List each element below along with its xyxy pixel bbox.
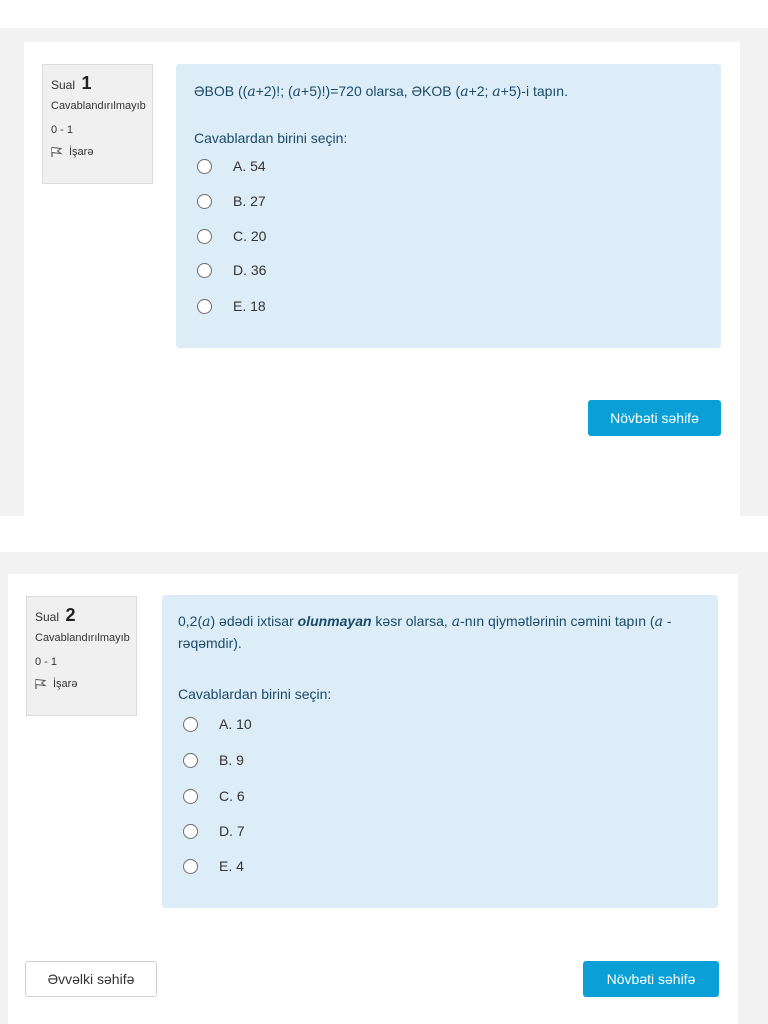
- question-info-1: [42, 64, 153, 184]
- previous-page-button[interactable]: Əvvəlki səhifə: [25, 961, 157, 997]
- question-text: 0,2(a) ədədi ixtisar olunmayan kəsr olarsa, a-nın qiymətlərinin cəmini tapın (a - rəqəmdir).: [178, 613, 672, 651]
- answer-label: B. 27: [233, 193, 266, 209]
- answer-label: E. 4: [219, 858, 244, 874]
- answer-label: A. 10: [219, 716, 252, 732]
- question-status: Cavablandırılmayıb: [35, 632, 130, 644]
- flag-label: İşarə: [69, 146, 94, 158]
- radio-button[interactable]: [183, 859, 198, 874]
- radio-button[interactable]: [183, 753, 198, 768]
- answer-option-e[interactable]: [197, 298, 266, 314]
- question-number: 2: [65, 605, 76, 625]
- question-number: 1: [81, 73, 92, 93]
- radio-button[interactable]: [183, 717, 198, 732]
- choose-answer-label: Cavablardan birini seçin:: [178, 686, 332, 702]
- next-page-button[interactable]: Növbəti səhifə: [583, 961, 719, 997]
- answer-option-d[interactable]: [197, 262, 266, 278]
- question-status: Cavablandırılmayıb: [51, 100, 146, 112]
- answer-option-d[interactable]: [183, 823, 245, 839]
- answer-option-b[interactable]: [183, 752, 244, 768]
- answer-option-a[interactable]: [183, 716, 252, 732]
- flag-question-button[interactable]: [35, 678, 128, 690]
- flag-icon: [35, 678, 47, 690]
- answer-option-b[interactable]: [197, 193, 266, 209]
- answer-label: A. 54: [233, 158, 266, 174]
- question-mark: 0 - 1: [35, 656, 58, 668]
- answer-label: D. 7: [219, 823, 245, 839]
- flag-question-button[interactable]: [51, 146, 144, 158]
- radio-button[interactable]: [197, 229, 212, 244]
- question-mark: 0 - 1: [51, 124, 74, 136]
- answer-option-e[interactable]: [183, 858, 244, 874]
- question-info-2: [26, 596, 137, 716]
- answer-label: E. 18: [233, 298, 266, 314]
- radio-button[interactable]: [197, 159, 212, 174]
- answer-label: C. 6: [219, 788, 245, 804]
- next-page-button[interactable]: Növbəti səhifə: [588, 400, 721, 436]
- radio-button[interactable]: [197, 299, 212, 314]
- radio-button[interactable]: [183, 824, 198, 839]
- question-content-1: [176, 64, 721, 348]
- question-label: Sual: [51, 78, 76, 92]
- radio-button[interactable]: [183, 789, 198, 804]
- answer-option-c[interactable]: [183, 788, 245, 804]
- choose-answer-label: Cavablardan birini seçin:: [194, 130, 348, 146]
- flag-label: İşarə: [53, 678, 78, 690]
- answer-label: C. 20: [233, 228, 267, 244]
- answer-label: D. 36: [233, 262, 267, 278]
- question-label: Sual: [35, 610, 60, 624]
- question-text: ƏBOB ((a+2)!; (a+5)!)=720 olarsa, ƏKOB (a+2; a+5)-i tapın.: [194, 83, 568, 100]
- question-content-2: [162, 595, 718, 908]
- answer-option-c[interactable]: [197, 228, 266, 244]
- flag-icon: [51, 146, 63, 158]
- radio-button[interactable]: [197, 263, 212, 278]
- answer-option-a[interactable]: [197, 158, 266, 174]
- answer-label: B. 9: [219, 752, 244, 768]
- radio-button[interactable]: [197, 194, 212, 209]
